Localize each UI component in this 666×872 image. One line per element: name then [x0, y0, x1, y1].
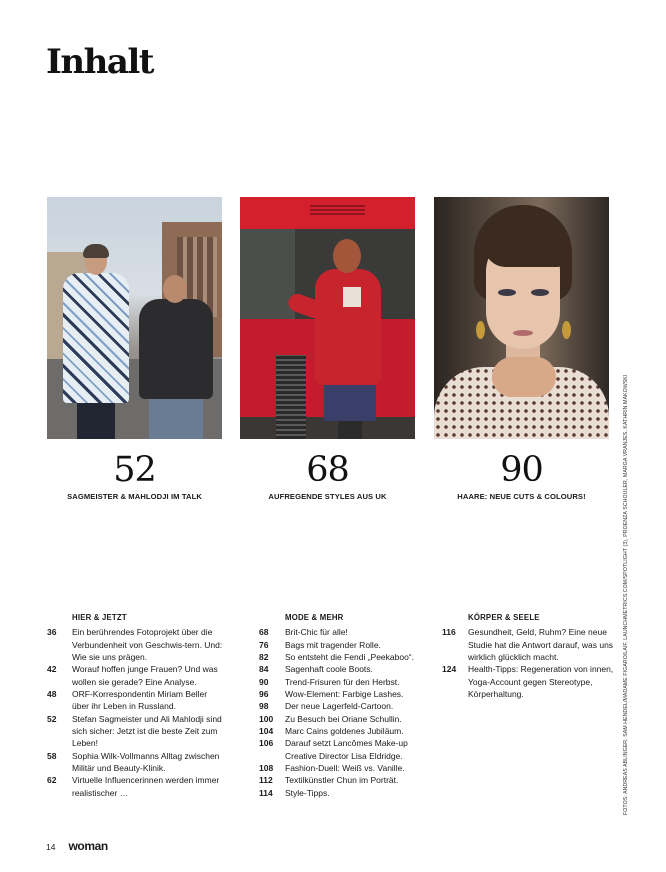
list-item[interactable]: 106 Darauf setzt Lancômes Make-up Creative Director Lisa Eldridge. — [259, 738, 408, 761]
photo-sagmeister-mahlodji[interactable] — [47, 197, 222, 439]
page-number: 14 — [46, 842, 56, 852]
list-item[interactable]: 58 Sophia Wilk-Vollmanns Alltag zwischen Militär und Beauty-Klinik. — [47, 750, 220, 774]
feature-caption: AUFREGENDE STYLES AUS UK — [268, 492, 387, 501]
toc-section-hier-jetzt — [47, 612, 223, 799]
feature-page-number: 90 — [500, 450, 543, 490]
toc-section-mode-mehr — [259, 612, 439, 799]
list-item[interactable]: 62 Virtuelle Influencerinnen werden immer realistischer … — [47, 775, 220, 798]
list-item[interactable]: 76 Bags mit tragender Rolle. — [259, 639, 381, 650]
section-heading: MODE & MEHR — [285, 613, 344, 622]
list-item[interactable]: 52 Stefan Sagmeister und Ali Mahlodji sind sich sicher: Jetzt ist die beste Zeit zum Leben! — [47, 713, 222, 749]
list-item[interactable]: 114 Style-Tipps. — [259, 787, 330, 798]
page-footer — [46, 839, 108, 853]
list-item[interactable]: 42 Worauf hoffen junge Frauen? Und was wollen sie gerade? Eine Analyse. — [47, 664, 218, 687]
magazine-logo: woman — [68, 839, 108, 853]
list-item[interactable]: 96 Wow-Element: Farbige Lashes. — [259, 689, 404, 700]
feature-page-number: 68 — [306, 450, 349, 490]
list-item[interactable]: 84 Sagenhaft coole Boots. — [259, 664, 373, 675]
list-item[interactable]: 90 Trend-Frisuren für den Herbst. — [259, 676, 400, 687]
list-item[interactable]: 68 Brit-Chic für alle! — [259, 627, 348, 638]
list-item[interactable]: 108 Fashion-Duell: Weiß vs. Vanille. — [259, 763, 405, 774]
page-title: Inhalt — [46, 42, 153, 82]
list-item[interactable]: 112 Textilkünstler Chun im Porträt. — [259, 775, 399, 786]
section-heading: HIER & JETZT — [72, 613, 127, 622]
list-item[interactable]: 98 Der neue Lagerfeld-Cartoon. — [259, 701, 394, 712]
feature-page-number: 52 — [113, 450, 156, 490]
list-item[interactable]: 82 So entsteht die Fendi „Peekaboo“. — [259, 652, 414, 663]
list-item[interactable]: 104 Marc Cains goldenes Jubiläum. — [259, 726, 404, 737]
feature-caption: HAARE: NEUE CUTS & COLOURS! — [457, 492, 586, 501]
section-heading: KÖRPER & SEELE — [468, 613, 540, 622]
feature-hair[interactable] — [434, 197, 609, 501]
list-item[interactable]: 116 Gesundheit, Geld, Ruhm? Eine neue Studie hat die Antwort darauf, was uns wirklich glücklich macht. — [442, 627, 614, 663]
feature-uk-styles[interactable] — [240, 197, 415, 501]
feature-talk[interactable] — [47, 197, 222, 501]
toc-section-koerper-seele — [442, 612, 627, 700]
list-item[interactable]: 124 Health-Tipps: Regeneration von innen, Yoga-Account gegen Stereotype, Körperhaltung. — [442, 664, 614, 700]
photo-short-haircut-model[interactable] — [434, 197, 609, 439]
list-item[interactable]: 36 Ein berührendes Fotoprojekt über die Verbundenheit von Geschwis-tern. Und: Wie sie uns prägen. — [47, 627, 223, 663]
photo-credits: FOTOS: ANDREAS ABLINGER, SAM HENDEL/MADAME FIGARO/LAIF, LAUNCHMETRICS.COM/SPOTLIGHT (3), PROENZA SCHOULER, MARGA VRANJES, KATHRIN MAKOWSKI — [623, 374, 629, 815]
list-item[interactable]: 100 Zu Besuch bei Oriane Schullin. — [259, 713, 402, 724]
feature-caption: SAGMEISTER & MAHLODJI IM TALK — [67, 492, 202, 501]
list-item[interactable]: 48 ORF-Korrespondentin Miriam Beller über ihr Leben in Russland. — [47, 689, 208, 712]
photo-red-bus-coat[interactable] — [240, 197, 415, 439]
